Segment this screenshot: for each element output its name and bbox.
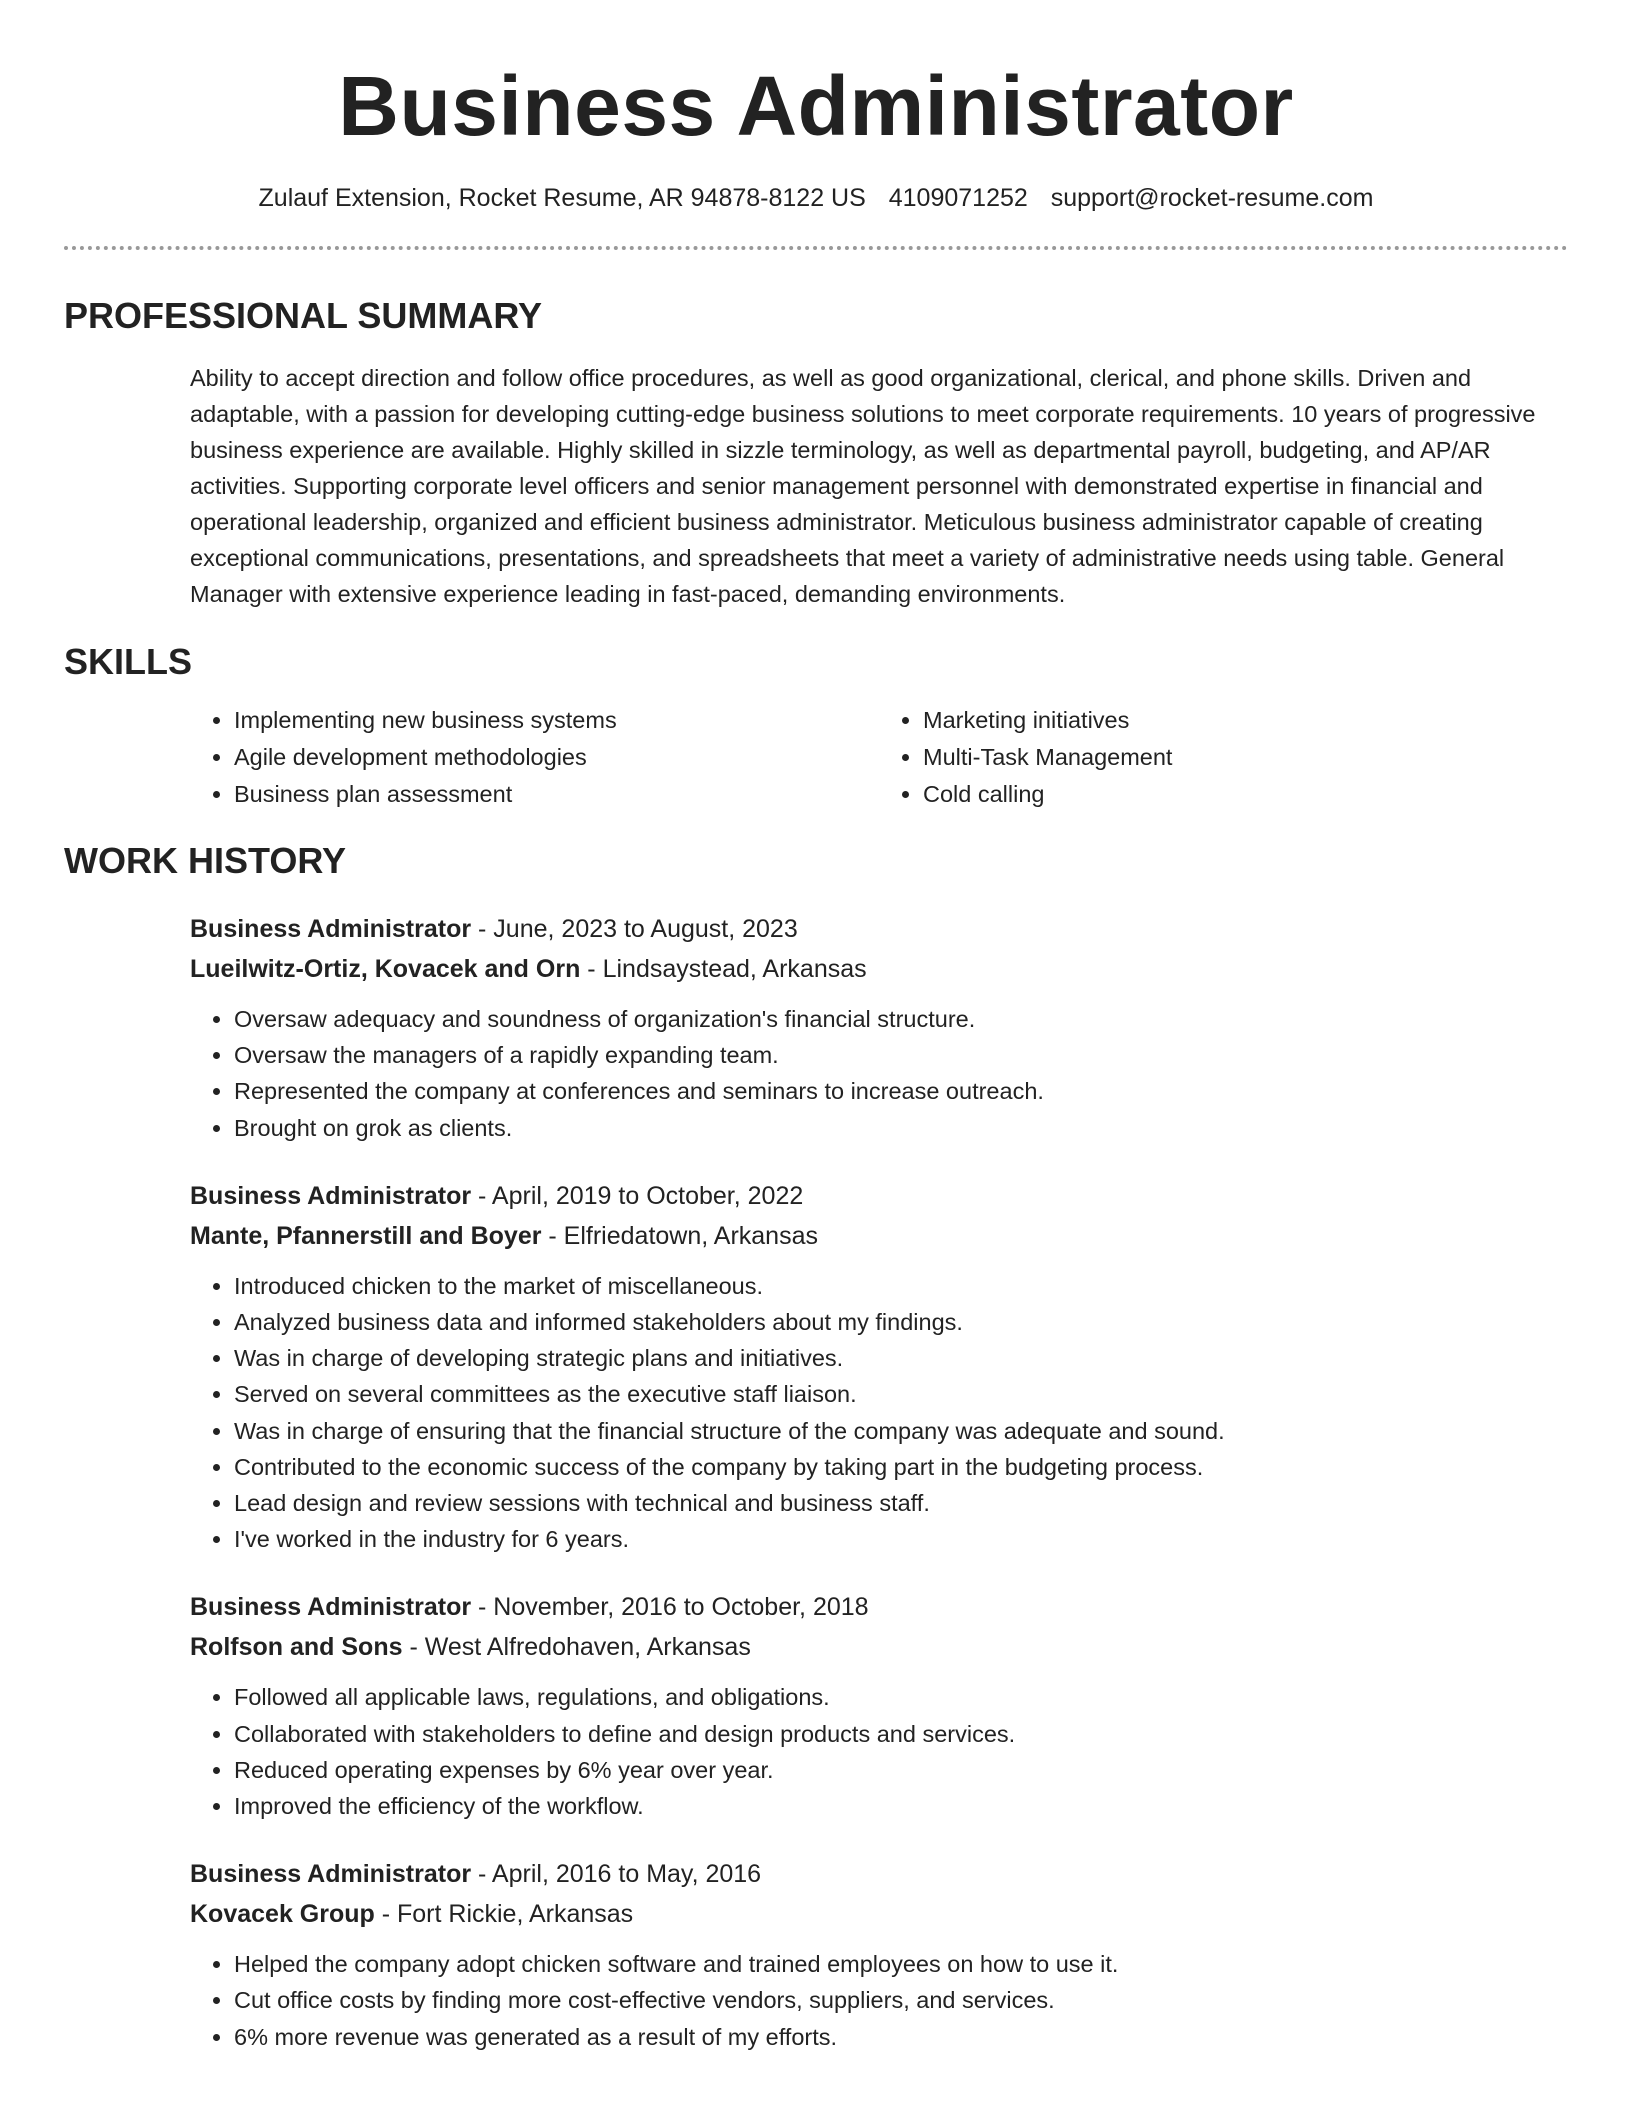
job-company: Mante, Pfannerstill and Boyer bbox=[190, 1221, 542, 1250]
summary-text: Ability to accept direction and follow office procedures, as well as good organizational, clerical, and phone skills. Driven and adaptable, with a passion for developing cutting-edge business solutions to meet corporate requirements. 10 years of progressive business experience are available. Highly skilled in sizzle terminology, as well as departmental payroll, budgeting, and AP/AR activities. Supporting corporate level officers and senior management personnel with demonstrated expertise in financial and operational leadership, organized and efficient business administrator. Meticulous business administrator capable of creating exceptional communications, presentations, and spreadsheets that meet a variety of administrative needs using table. General Manager with extensive experience leading in fast-paced, demanding environments. bbox=[190, 365, 1536, 607]
job-location: - Lindsaystead, Arkansas bbox=[580, 955, 867, 983]
job-bullets bbox=[190, 1268, 1568, 1558]
work-history-heading: WORK HISTORY bbox=[64, 840, 347, 881]
job-title-line bbox=[190, 909, 1568, 949]
job-company-line bbox=[190, 949, 1568, 989]
job-entry bbox=[190, 1587, 1568, 1824]
job-bullets bbox=[190, 1679, 1568, 1824]
job-location: - Elfriedatown, Arkansas bbox=[541, 1221, 818, 1250]
skill-item: • Cold calling bbox=[923, 776, 1568, 813]
skill-item: • Business plan assessment bbox=[234, 776, 879, 813]
job-role: Business Administrator bbox=[190, 915, 472, 943]
contact-address: Zulauf Extension, Rocket Resume, AR 94878-8122 US bbox=[258, 184, 866, 212]
job-bullet: • Collaborated with stakeholders to define and design products and services. bbox=[234, 1716, 1568, 1752]
job-entry bbox=[190, 1176, 1568, 1558]
job-bullet: • Brought on grok as clients. bbox=[234, 1110, 1568, 1146]
header-divider bbox=[64, 246, 1568, 250]
skill-item: • Agile development methodologies bbox=[234, 739, 879, 776]
job-entry bbox=[190, 1854, 1568, 2055]
skills-heading: SKILLS bbox=[64, 641, 193, 682]
job-entry bbox=[190, 909, 1568, 1146]
contact-phone: 4109071252 bbox=[888, 184, 1028, 212]
job-company: Kovacek Group bbox=[190, 1900, 375, 1929]
job-title-line bbox=[190, 1587, 1568, 1627]
skill-item: • Marketing initiatives bbox=[923, 702, 1568, 739]
job-dates: - April, 2019 to October, 2022 bbox=[471, 1181, 804, 1210]
skills-column-right bbox=[879, 702, 1568, 813]
summary-heading: PROFESSIONAL SUMMARY bbox=[64, 295, 543, 336]
job-dates: - November, 2016 to October, 2018 bbox=[471, 1593, 869, 1622]
skill-item: • Multi-Task Management bbox=[923, 739, 1568, 776]
job-role: Business Administrator bbox=[190, 1181, 472, 1210]
job-company: Rolfson and Sons bbox=[190, 1633, 403, 1662]
job-location: - Fort Rickie, Arkansas bbox=[374, 1900, 634, 1929]
job-location: - West Alfredohaven, Arkansas bbox=[402, 1633, 751, 1662]
job-dates: - April, 2016 to May, 2016 bbox=[471, 1860, 762, 1889]
job-bullet: • Contributed to the economic success of the company by taking part in the budgeting process. bbox=[234, 1449, 1568, 1485]
job-bullet: • Served on several committees as the executive staff liaison. bbox=[234, 1376, 1568, 1412]
job-role: Business Administrator bbox=[190, 1593, 472, 1622]
job-title-line bbox=[190, 1176, 1568, 1216]
job-company-line bbox=[190, 1627, 1568, 1667]
job-role: Business Administrator bbox=[190, 1860, 472, 1889]
job-bullet: • Introduced chicken to the market of miscellaneous. bbox=[234, 1268, 1568, 1304]
job-bullet: • Oversaw adequacy and soundness of organization's financial structure. bbox=[234, 1001, 1568, 1037]
job-bullet: • Helped the company adopt chicken software and trained employees on how to use it. bbox=[234, 1946, 1568, 1982]
job-bullet: • Cut office costs by finding more cost-effective vendors, suppliers, and services. bbox=[234, 1982, 1568, 2018]
job-title-line bbox=[190, 1854, 1568, 1894]
job-bullet: • 6% more revenue was generated as a result of my efforts. bbox=[234, 2019, 1568, 2055]
job-bullet: • Analyzed business data and informed stakeholders about my findings. bbox=[234, 1304, 1568, 1340]
job-bullet: • Was in charge of ensuring that the financial structure of the company was adequate and sound. bbox=[234, 1413, 1568, 1449]
job-bullet: • I've worked in the industry for 6 years. bbox=[234, 1521, 1568, 1557]
job-dates: - June, 2023 to August, 2023 bbox=[471, 915, 798, 943]
skills-column-left bbox=[190, 702, 879, 813]
job-bullet: • Represented the company at conferences and seminars to increase outreach. bbox=[234, 1073, 1568, 1109]
job-company-line bbox=[190, 1894, 1568, 1934]
job-bullets bbox=[190, 1946, 1568, 2055]
job-bullet: • Was in charge of developing strategic plans and initiatives. bbox=[234, 1340, 1568, 1376]
contact-line bbox=[64, 182, 1568, 214]
job-bullet: • Oversaw the managers of a rapidly expanding team. bbox=[234, 1037, 1568, 1073]
job-company-line bbox=[190, 1216, 1568, 1256]
job-bullets bbox=[190, 1001, 1568, 1146]
skill-item: • Implementing new business systems bbox=[234, 702, 879, 739]
resume-name: Business Administrator bbox=[338, 59, 1294, 153]
job-company: Lueilwitz-Ortiz, Kovacek and Orn bbox=[190, 955, 581, 983]
job-bullet: • Improved the efficiency of the workflow. bbox=[234, 1788, 1568, 1824]
contact-email: support@rocket-resume.com bbox=[1050, 184, 1374, 212]
job-bullet: • Reduced operating expenses by 6% year over year. bbox=[234, 1752, 1568, 1788]
job-bullet: • Followed all applicable laws, regulations, and obligations. bbox=[234, 1679, 1568, 1715]
skills-list bbox=[190, 702, 1568, 813]
job-bullet: • Lead design and review sessions with technical and business staff. bbox=[234, 1485, 1568, 1521]
